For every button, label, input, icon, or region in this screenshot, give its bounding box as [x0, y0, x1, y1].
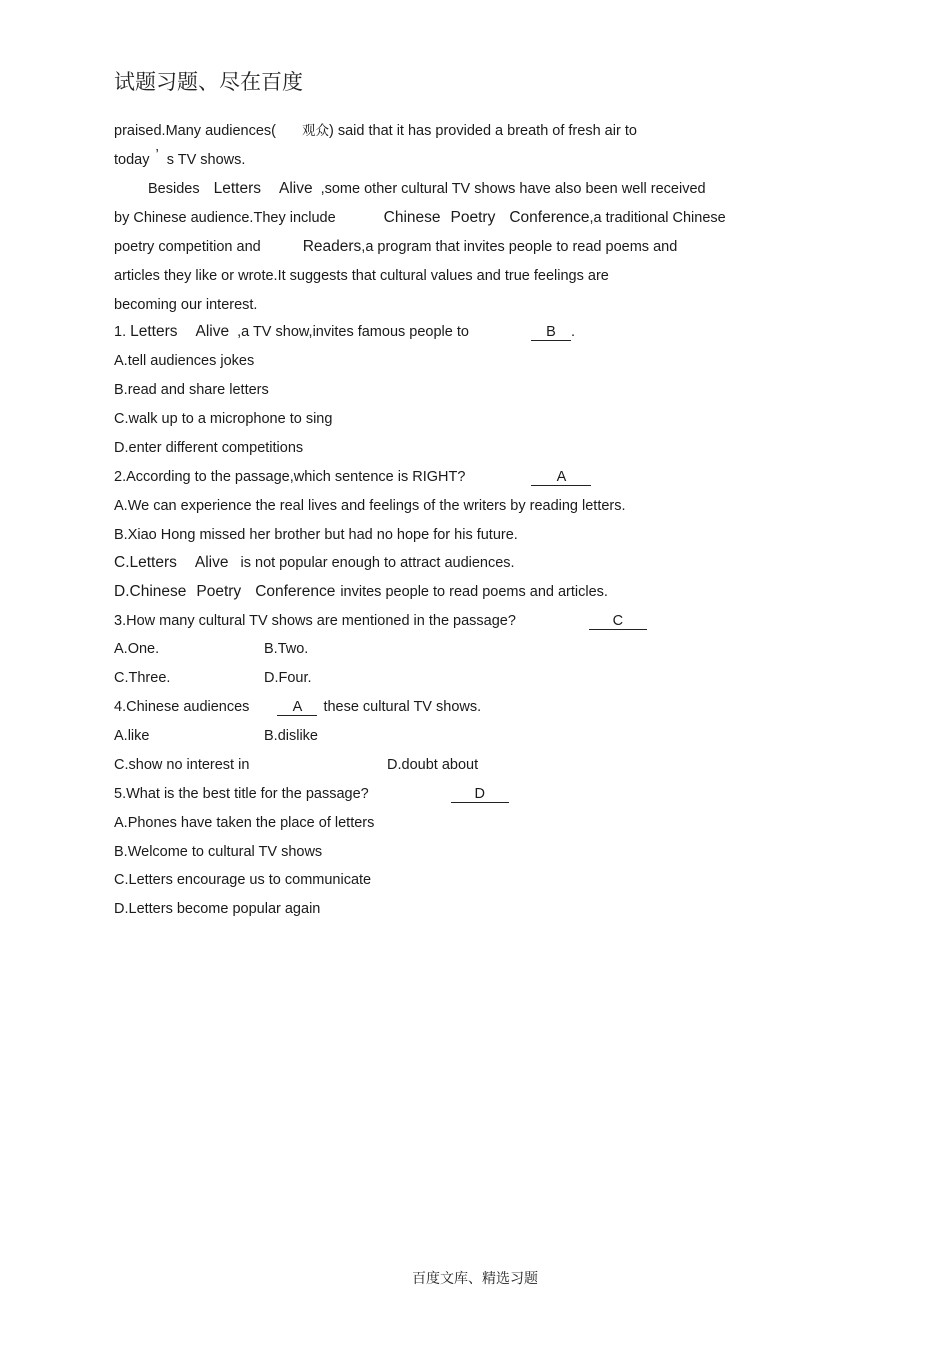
- passage-line-2: [114, 147, 246, 170]
- passage-line-4: [114, 208, 726, 228]
- option-2b: B.Xiao Hong missed her brother but had no hope for his future.: [114, 527, 518, 543]
- options-4ab: [114, 726, 318, 746]
- passage-text: ,some other cultural TV shows have also been well received: [320, 181, 706, 197]
- show-name-alive: Alive: [194, 554, 229, 571]
- passage-text: ) said that it has provided a breath of fresh air to: [329, 123, 637, 139]
- option-2c: [114, 553, 515, 573]
- passage-text: s TV shows.: [166, 152, 246, 168]
- option-5b: B.Welcome to cultural TV shows: [114, 844, 323, 860]
- option-5c: C.Letters encourage us to communicate: [114, 872, 372, 888]
- option-2d: [114, 582, 608, 602]
- passage-text: Besides: [148, 181, 200, 197]
- option-3d: D.Four.: [264, 670, 312, 686]
- passage-text: by Chinese audience.They include: [114, 210, 336, 226]
- page-footer: 百度文库、精选习题: [412, 1271, 538, 1287]
- answer-blank: B: [531, 324, 571, 341]
- show-name-letters: Letters: [130, 323, 178, 340]
- passage-text: poetry competition and: [114, 239, 261, 255]
- option-text: C.Letters: [114, 554, 177, 571]
- option-3a: A.One.: [114, 641, 160, 657]
- option-2a: A.We can experience the real lives and feelings of the writers by reading letters.: [114, 498, 626, 514]
- show-name-readers: Readers: [302, 238, 362, 255]
- option-1d: D.enter different competitions: [114, 440, 304, 456]
- passage-line-5: [114, 237, 677, 257]
- question-stem: 4.Chinese audiences: [114, 699, 250, 715]
- show-name-alive: Alive: [278, 180, 313, 197]
- page-header: 试题习题、尽在百度: [114, 70, 303, 94]
- option-3b: B.Two.: [264, 641, 309, 657]
- answer-blank: A: [277, 699, 317, 716]
- option-5a: A.Phones have taken the place of letters: [114, 815, 375, 831]
- question-2: [114, 467, 591, 487]
- option-4d: D.doubt about: [387, 757, 479, 773]
- question-stem: 2.According to the passage,which sentence is RIGHT?: [114, 469, 466, 485]
- question-4: [114, 697, 481, 717]
- option-1a: A.tell audiences jokes: [114, 353, 255, 369]
- option-3c: C.Three.: [114, 670, 171, 686]
- passage-line-3: [148, 179, 706, 199]
- passage-apostrophe: ’: [155, 147, 159, 163]
- question-3: [114, 611, 647, 631]
- options-3ab: [114, 639, 308, 659]
- passage-text: ,a program that invites people to read poems and: [361, 239, 678, 255]
- show-name-conference: Conference: [255, 583, 336, 600]
- option-text: is not popular enough to attract audiences.: [240, 555, 515, 571]
- passage-text: ,a traditional Chinese: [589, 210, 726, 226]
- question-stem: .: [570, 324, 575, 340]
- show-name-letters: Letters: [213, 180, 261, 197]
- option-1b: B.read and share letters: [114, 382, 269, 398]
- question-stem: 3.How many cultural TV shows are mentioned in the passage?: [114, 613, 516, 629]
- option-text: invites people to read poems and articles.: [340, 584, 608, 600]
- passage-text: praised.Many audiences(: [114, 123, 277, 139]
- show-name-poetry: Poetry: [450, 209, 496, 226]
- passage-text: today: [114, 152, 150, 168]
- show-name-chinese: Chinese: [383, 209, 441, 226]
- question-stem: 5.What is the best title for the passage?: [114, 786, 369, 802]
- options-3cd: [114, 668, 312, 688]
- question-5: [114, 784, 509, 804]
- option-4a: A.like: [114, 728, 150, 744]
- passage-line-1: [114, 121, 637, 141]
- passage-text-cn: 观众: [302, 123, 330, 139]
- option-4b: B.dislike: [264, 728, 318, 744]
- answer-blank: C: [589, 613, 647, 630]
- option-4c: C.show no interest in: [114, 757, 250, 773]
- question-1: [114, 322, 575, 342]
- question-number: 1.: [114, 324, 127, 340]
- question-stem: these cultural TV shows.: [323, 699, 482, 715]
- show-name-conference: Conference: [509, 209, 590, 226]
- options-4cd: [114, 755, 478, 775]
- show-name-poetry: Poetry: [196, 583, 242, 600]
- passage-line-6: articles they like or wrote.It suggests that cultural values and true feelings are: [114, 268, 609, 284]
- answer-blank: A: [531, 469, 591, 486]
- option-1c: C.walk up to a microphone to sing: [114, 411, 333, 427]
- answer-blank: D: [451, 786, 509, 803]
- option-5d: D.Letters become popular again: [114, 901, 321, 917]
- passage-line-7: becoming our interest.: [114, 297, 258, 313]
- show-name-alive: Alive: [195, 323, 230, 340]
- question-stem: ,a TV show,invites famous people to: [237, 324, 469, 340]
- option-text: D.Chinese: [114, 583, 187, 600]
